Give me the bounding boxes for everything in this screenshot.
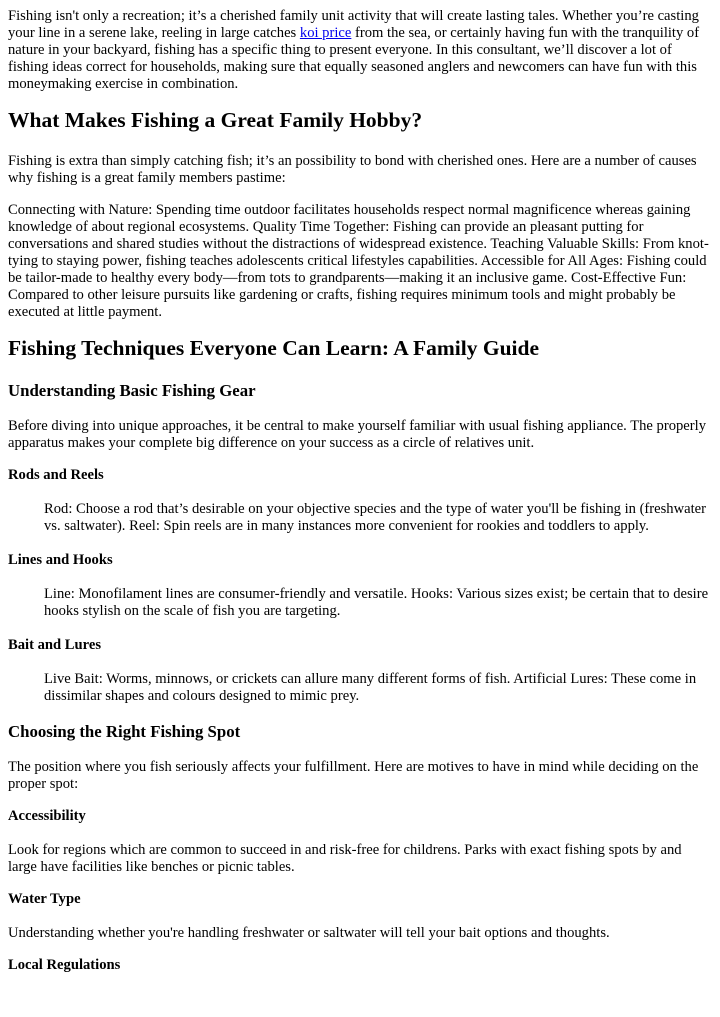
- bait-lures-text: Live Bait: Worms, minnows, or crickets can allure many different forms of fish. Artificial Lures: These come in dissimilar shapes and colours designed to mimic prey.: [44, 671, 697, 704]
- rods-reels-text: Rod: Choose a rod that’s desirable on your objective species and the type of water you'll be fishing in (freshwater vs. saltwater). Reel: Spin reels are in many instances more convenient for rookies and toddlers to apply.: [44, 501, 707, 534]
- koi-price-link[interactable]: koi price: [299, 25, 352, 41]
- family-hobby-intro: Fishing is extra than simply catching fish; it’s an possibility to bond with cherished ones. Here are a number of causes why fishing is a great family members pastime:: [8, 153, 697, 186]
- fishing-spot-paragraph: The position where you fish seriously affects your fulfillment. Here are motives to have in mind while deciding on the proper spot:: [8, 759, 699, 792]
- family-hobby-reasons: Connecting with Nature: Spending time outdoor facilitates households respect normal magnificence whereas gaining knowledge of about regional ecosystems. Quality Time Together: Fishing can provide an pleasant putting for conversations and shared studies without the distractions of widespread existence. Teaching Valuable Skills: From knot-tying to staying power, fishing teaches adolescents critical lifestyles capabilities. Accessible for All Ages: Fishing could be tailor-made to healthy every body—from tots to grandparents—making it an inclusive game. Cost-Effective Fun: Compared to other leisure pursuits like gardening or crafts, fishing requires minimum tools and might probably be executed at little payment.: [8, 202, 709, 320]
- heading-family-hobby: What Makes Fishing a Great Family Hobby?: [8, 108, 423, 132]
- heading-local-regulations: Local Regulations: [8, 957, 121, 973]
- heading-fishing-techniques: Fishing Techniques Everyone Can Learn: A Family Guide: [8, 336, 540, 360]
- heading-lines-hooks: Lines and Hooks: [8, 552, 113, 568]
- heading-bait-lures: Bait and Lures: [8, 637, 101, 653]
- lines-hooks-text: Line: Monofilament lines are consumer-friendly and versatile. Hooks: Various sizes exist; be certain that to desire hooks stylish on the scale of fish you are targeting.: [44, 586, 709, 619]
- heading-water-type: Water Type: [8, 891, 81, 907]
- heading-basic-gear: Understanding Basic Fishing Gear: [8, 381, 256, 400]
- water-type-text: Understanding whether you're handling freshwater or saltwater will tell your bait options and thoughts.: [8, 925, 610, 941]
- accessibility-text: Look for regions which are common to succeed in and risk-free for childrens. Parks with exact fishing spots by and large have facilities like benches or picnic tables.: [8, 842, 682, 875]
- basic-gear-paragraph: Before diving into unique approaches, it be central to make yourself familiar with usual fishing appliance. The properly apparatus makes your complete big difference on your success as a circle of relatives unit.: [8, 418, 706, 451]
- heading-fishing-spot: Choosing the Right Fishing Spot: [8, 722, 241, 741]
- intro-paragraph: [8, 8, 712, 93]
- intro-text-before-link: Fishing isn't only a recreation; it’s a cherished family unit activity that will create lasting tales. Whether you’re casting your line in a serene lake, reeling in large catches: [8, 8, 699, 41]
- heading-rods-reels: Rods and Reels: [8, 467, 104, 483]
- intro-text-after-link: from the sea, or certainly having fun with the tranquility of nature in your backyard, fishing has a specific thing to present everyone. In this consultant, we’ll discover a lot of fishing ideas correct for households, making sure that equally seasoned anglers and newcomers can have fun with this moneymaking exercise in combination.: [8, 25, 700, 92]
- heading-accessibility: Accessibility: [8, 808, 86, 824]
